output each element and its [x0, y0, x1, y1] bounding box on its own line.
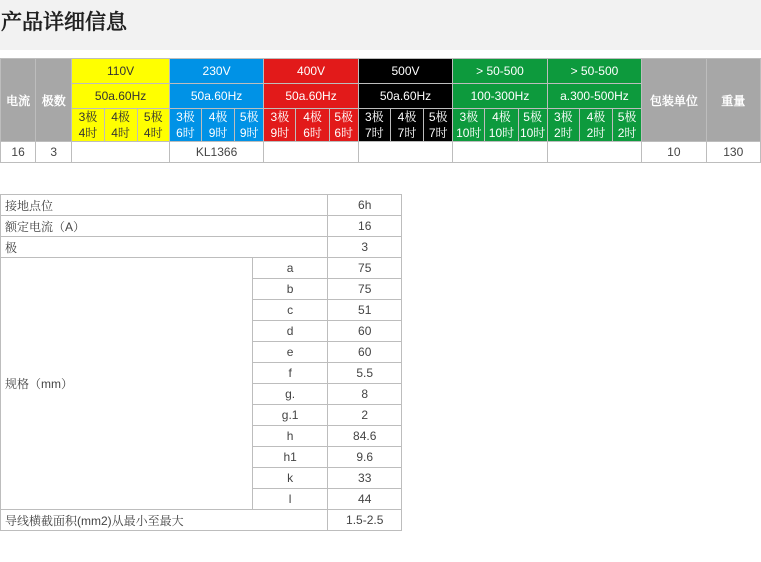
- rated-current-value: 16: [328, 216, 402, 237]
- sub-cell: 5极 10时: [519, 110, 546, 140]
- group-500v-voltage: 500V: [358, 59, 452, 84]
- pole-label: 极: [1, 237, 328, 258]
- sub-cell: 3极 7时: [358, 109, 390, 142]
- sub-cell: 5极 4时: [137, 109, 169, 142]
- group-50-500-a-freq: 100-300Hz: [453, 84, 547, 109]
- detail-spec-table: [0, 194, 402, 531]
- sub-cell: 3极 2时: [547, 109, 579, 142]
- spec-value: 75: [328, 258, 402, 279]
- header-weight: 重量: [706, 59, 761, 142]
- spec-value: 84.6: [328, 426, 402, 447]
- spec-key: b: [252, 279, 328, 300]
- sub-cell: 4极 4时: [104, 109, 137, 142]
- spec-key: e: [252, 342, 328, 363]
- spec-value: 5.5: [328, 363, 402, 384]
- pole-value: 3: [328, 237, 402, 258]
- spec-key: k: [252, 468, 328, 489]
- group-110v-voltage: 110V: [72, 59, 169, 84]
- spec-key: h: [252, 426, 328, 447]
- sub-cell: 5极 9时: [235, 109, 264, 142]
- group-230v-freq: 50a.60Hz: [169, 84, 263, 109]
- spec-value: 51: [328, 300, 402, 321]
- grounding-label: 接地点位: [1, 195, 328, 216]
- table-row: [1, 258, 402, 279]
- wire-cross-section-value: 1.5-2.5: [328, 510, 402, 531]
- spec-value: 2: [328, 405, 402, 426]
- spec-key: d: [252, 321, 328, 342]
- group-230v-voltage: 230V: [169, 59, 263, 84]
- rated-current-label: 额定电流（A）: [1, 216, 328, 237]
- row-50-500-b-cell: [547, 142, 641, 163]
- page-title: 产品详细信息: [1, 10, 127, 34]
- spec-label: 规格（mm）: [1, 258, 253, 510]
- spec-key: h1: [252, 447, 328, 468]
- row-500v-cell: [358, 142, 452, 163]
- spec-value: 33: [328, 468, 402, 489]
- spec-key: a: [252, 258, 328, 279]
- spec-value: 75: [328, 279, 402, 300]
- spec-value: 60: [328, 321, 402, 342]
- group-400v-freq: 50a.60Hz: [264, 84, 358, 109]
- spec-key: c: [252, 300, 328, 321]
- spec-key: g.: [252, 384, 328, 405]
- header-pack-unit: 包装单位: [642, 59, 706, 142]
- sub-cell: 4极 6时: [296, 109, 329, 142]
- group-50-500-b-freq: a.300-500Hz: [547, 84, 641, 109]
- sub-cell: 3极 4时: [72, 109, 104, 142]
- table-row: [1, 216, 402, 237]
- sub-cell: 4极 10时: [485, 109, 518, 142]
- spec-value: 60: [328, 342, 402, 363]
- sub-cell: 3极 10时: [453, 109, 485, 142]
- spec-key: g.1: [252, 405, 328, 426]
- sub-cell: 4极 9时: [201, 109, 234, 142]
- sub-cell: 5极 2时: [613, 109, 642, 142]
- row-current: 16: [1, 142, 36, 163]
- row-400v-cell: [264, 142, 358, 163]
- spec-value: 44: [328, 489, 402, 510]
- sub-cell: 5极 6时: [329, 109, 358, 142]
- spec-key: f: [252, 363, 328, 384]
- table-row: [1, 237, 402, 258]
- table-row: [1, 510, 402, 531]
- spec-overview-table: [0, 58, 761, 163]
- grounding-value: 6h: [328, 195, 402, 216]
- group-110v-freq: 50a.60Hz: [72, 84, 169, 109]
- sub-cell: 3极 9时: [264, 109, 296, 142]
- title-bar: [0, 0, 761, 50]
- sub-cell: 4极 2时: [579, 109, 612, 142]
- row-poles: 3: [36, 142, 72, 163]
- spec-value: 8: [328, 384, 402, 405]
- header-poles: 极数: [36, 59, 72, 142]
- row-pack-unit: 10: [642, 142, 706, 163]
- row-110v-cell: [72, 142, 169, 163]
- wire-cross-section-label: 导线横截面积(mm2)从最小至最大: [1, 510, 328, 531]
- group-500v-freq: 50a.60Hz: [358, 84, 452, 109]
- table-row: [1, 142, 761, 163]
- sub-cell: 5极 7时: [424, 109, 453, 142]
- group-50-500-b-voltage: > 50-500: [547, 59, 641, 84]
- row-50-500-a-cell: [453, 142, 547, 163]
- group-400v-voltage: 400V: [264, 59, 358, 84]
- table-row: [1, 195, 402, 216]
- group-50-500-a-voltage: > 50-500: [453, 59, 547, 84]
- sub-cell: 3极 6时: [169, 109, 201, 142]
- row-weight: 130: [706, 142, 761, 163]
- spec-value: 9.6: [328, 447, 402, 468]
- sub-cell: 4极 7时: [390, 109, 423, 142]
- spec-key: l: [252, 489, 328, 510]
- header-current: 电流: [1, 59, 36, 142]
- row-model: KL1366: [169, 142, 263, 163]
